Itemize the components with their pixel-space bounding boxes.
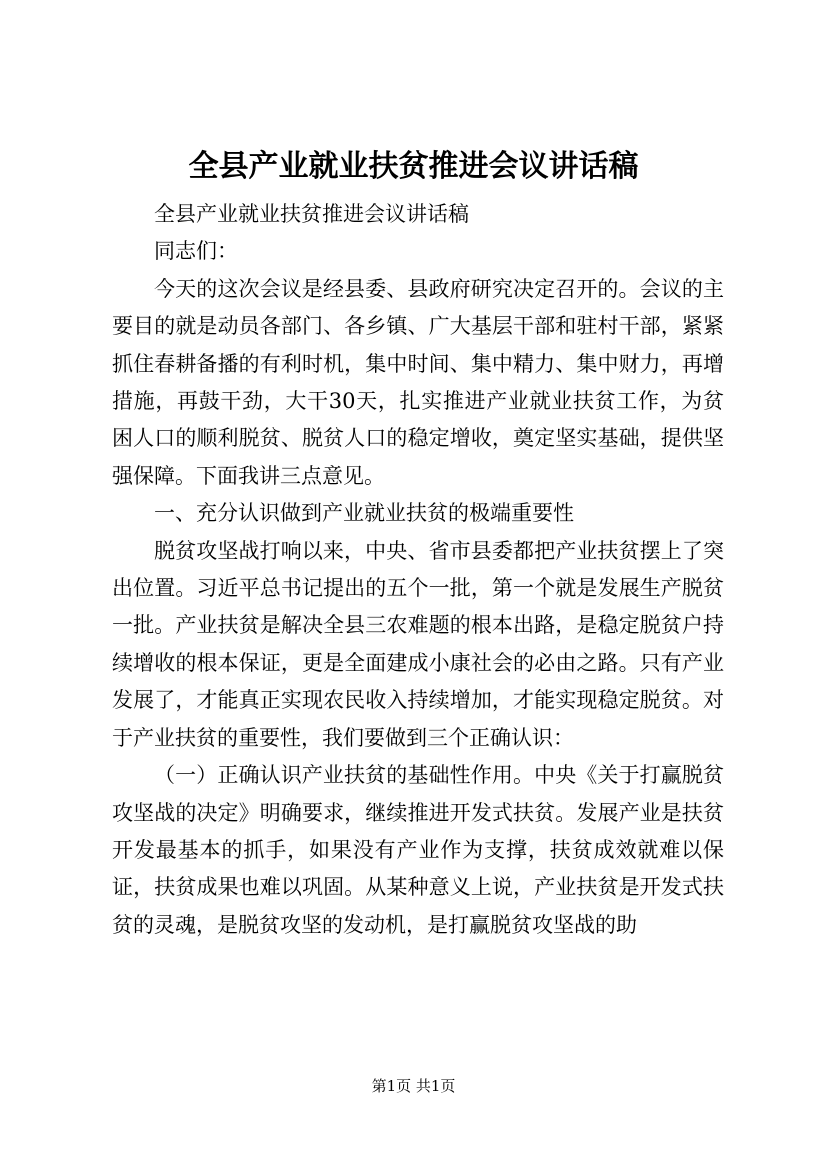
body-paragraph: （一）正确认识产业扶贫的基础性作用。中央《关于打赢脱贫攻坚战的决定》明确要求，继续推进开发式扶贫。发展产业是扶贫开发最基本的抓手，如果没有产业作为支撑，扶贫成效就难以保证，扶贫成果也难以巩固。从某种意义上说，产业扶贫是开发式扶贫的灵魂，是脱贫攻坚的发动机，是打赢脱贫攻坚战的助 <box>112 763 724 937</box>
body-paragraph: 脱贫攻坚战打响以来，中央、省市县委都把产业扶贫摆上了突出位置。习近平总书记提出的五个一批，第一个就是发展生产脱贫一批。产业扶贫是解决全县三农难题的根本出路，是稳定脱贫户持续增收的根本保证，更是全面建成小康社会的必由之路。只有产业发展了，才能真正实现农民收入持续增加，才能实现稳定脱贫。对于产业扶贫的重要性，我们要做到三个正确认识： <box>112 538 724 750</box>
subtitle-paragraph: 全县产业就业扶贫推进会议讲话稿 <box>154 202 469 226</box>
page-number-footer: 第1页 共1页 <box>371 1077 456 1095</box>
section-heading: 一、充分认识做到产业就业扶贫的极端重要性 <box>154 501 574 526</box>
salutation-paragraph: 同志们： <box>154 239 238 264</box>
body-paragraph: 今天的这次会议是经县委、县政府研究决定召开的。会议的主要目的就是动员各部门、各乡镇、广大基层干部和驻村干部，紧紧抓住春耕备播的有利时机，集中时间、集中精力、集中财力，再增措施，再鼓干劲，大干30天，扎实推进产业就业扶贫工作，为贫困人口的顺利脱贫、脱贫人口的稳定增收，奠定坚实基础，提供坚强保障。下面我讲三点意见。 <box>112 276 724 488</box>
document-body <box>112 196 724 944</box>
document-title: 全县产业就业扶贫推进会议讲话稿 <box>188 149 639 184</box>
